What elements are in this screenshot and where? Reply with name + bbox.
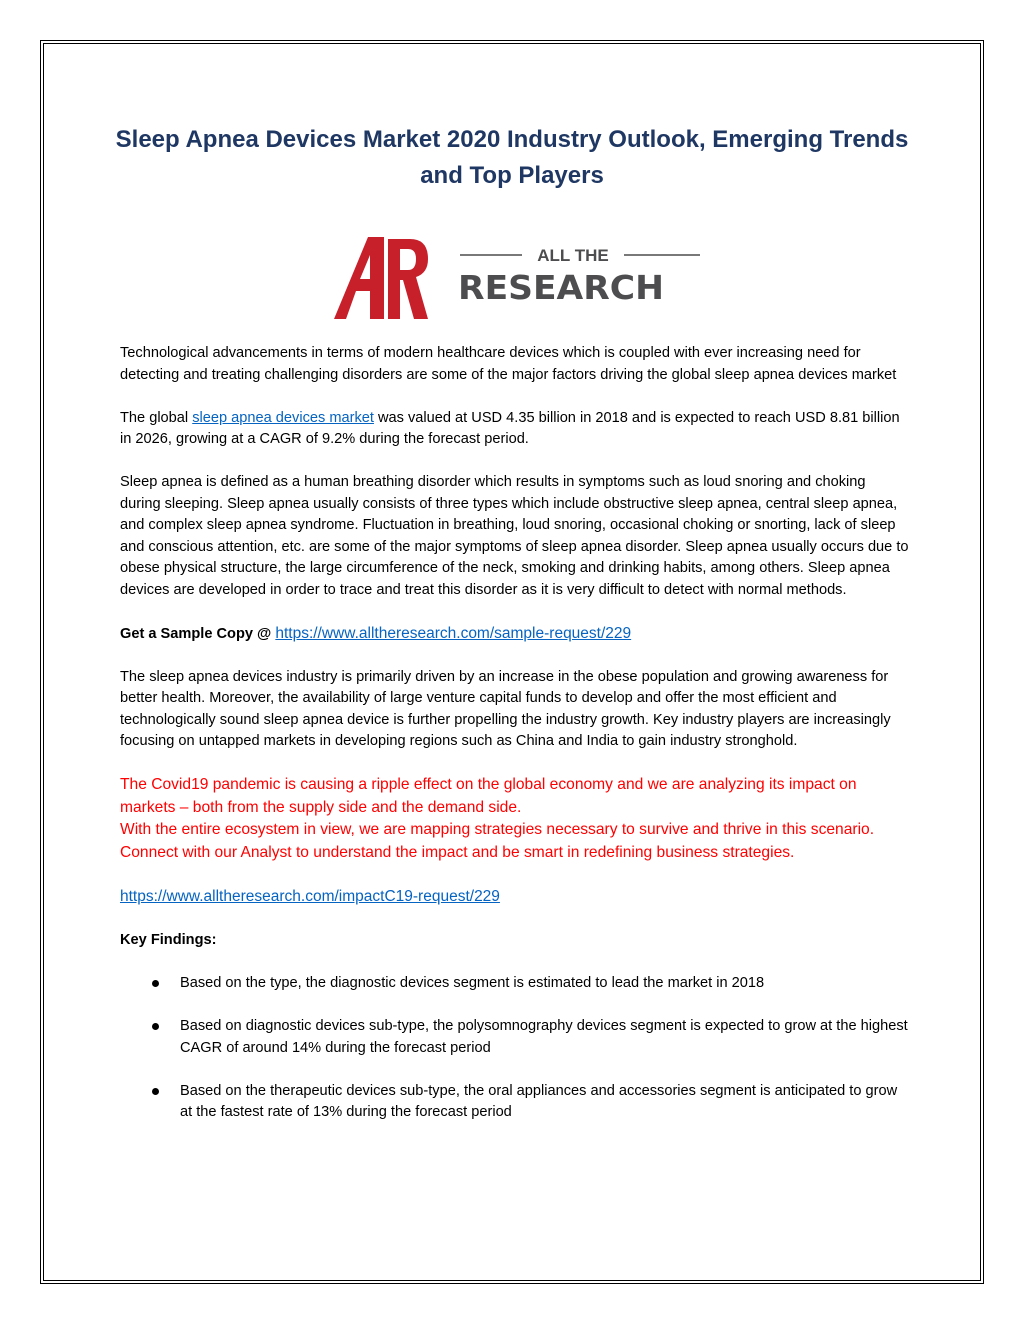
covid-line-1: The Covid19 pandemic is causing a ripple effect on the global economy and we are analyzing its impact on markets – both from the supply side and the demand side. <box>120 776 857 816</box>
bullet-icon <box>152 1023 159 1030</box>
bullet-icon <box>152 1088 159 1095</box>
key-findings-list <box>120 973 910 1124</box>
all-the-research-logo <box>330 233 710 321</box>
market-link[interactable]: sleep apnea devices market <box>192 409 374 426</box>
bullet-icon <box>152 980 159 987</box>
impact-link-paragraph <box>120 886 910 909</box>
list-item <box>120 973 910 995</box>
document-title: Sleep Apnea Devices Market 2020 Industry Outlook, Emerging Trends and Top Players <box>115 126 909 189</box>
market-text-before: The global <box>120 409 193 426</box>
document-body <box>120 343 910 1145</box>
finding-text: Based on the therapeutic devices sub-type, the oral appliances and accessories segment is anticipated to grow at the fastest rate of 13% during the forecast period <box>180 1082 898 1120</box>
drivers-paragraph: The sleep apnea devices industry is primarily driven by an increase in the obese population and growing awareness for better health. Moreover, the availability of large venture capital funds to develop and offer the most efficient and technologically sound sleep apnea device is further propelling the industry growth. Key industry players are increasingly focusing on untapped markets in developing regions such as China and India to gain industry stronghold. <box>120 668 891 749</box>
key-findings-heading: Key Findings: <box>120 932 217 948</box>
covid-line-2: With the entire ecosystem in view, we are mapping strategies necessary to survive and thrive in this scenario. <box>120 821 875 838</box>
list-item <box>120 1081 910 1124</box>
list-item <box>120 1016 910 1059</box>
sample-copy-paragraph <box>120 623 910 646</box>
market-text-after: was valued at USD 4.35 billion in 2018 and is expected to reach USD 8.81 billion in 2026, growing at a CAGR of 9.2% during the forecast period. <box>120 409 900 447</box>
sample-request-link[interactable]: https://www.alltheresearch.com/sample-request/229 <box>275 624 632 642</box>
market-paragraph <box>120 408 910 451</box>
definition-paragraph: Sleep apnea is defined as a human breathing disorder which results in symptoms such as loud snoring and choking during sleeping. Sleep apnea usually consists of three types which include obstructive sleep apnea, central sleep apnea, and complex sleep apnea syndrome. Fluctuation in breathing, loud snoring, occasional choking or snorting, lack of sleep and conscious attention, etc. are some of the major symptoms of sleep apnea disorder. Sleep apnea usually occurs due to obese physical structure, the large circumference of the neck, smoking and drinking habits, among others. Sleep apnea devices are developed in order to trace and treat this disorder as it is very difficult to detect with normal methods. <box>120 474 909 598</box>
logo-name: RESEARCH <box>458 268 664 307</box>
impact-request-link[interactable]: https://www.alltheresearch.com/impactC19-request/229 <box>120 888 500 905</box>
logo-tagline: ALL THE <box>537 246 609 265</box>
finding-text: Based on diagnostic devices sub-type, the polysomnography devices segment is expected to grow at the highest CAGR of around 14% during the forecast period <box>180 1018 908 1056</box>
intro-paragraph: Technological advancements in terms of modern healthcare devices which is coupled with ever increasing need for detecting and treating challenging disorders are some of the major factors driving the global sleep apnea devices market <box>120 345 897 383</box>
logo-mark <box>334 237 428 319</box>
covid-notice <box>120 774 910 864</box>
sample-copy-label: Get a Sample Copy @ <box>120 625 276 642</box>
finding-text: Based on the type, the diagnostic devices segment is estimated to lead the market in 2018 <box>180 975 765 991</box>
covid-line-3: Connect with our Analyst to understand the impact and be smart in redefining business strategies. <box>120 843 795 861</box>
